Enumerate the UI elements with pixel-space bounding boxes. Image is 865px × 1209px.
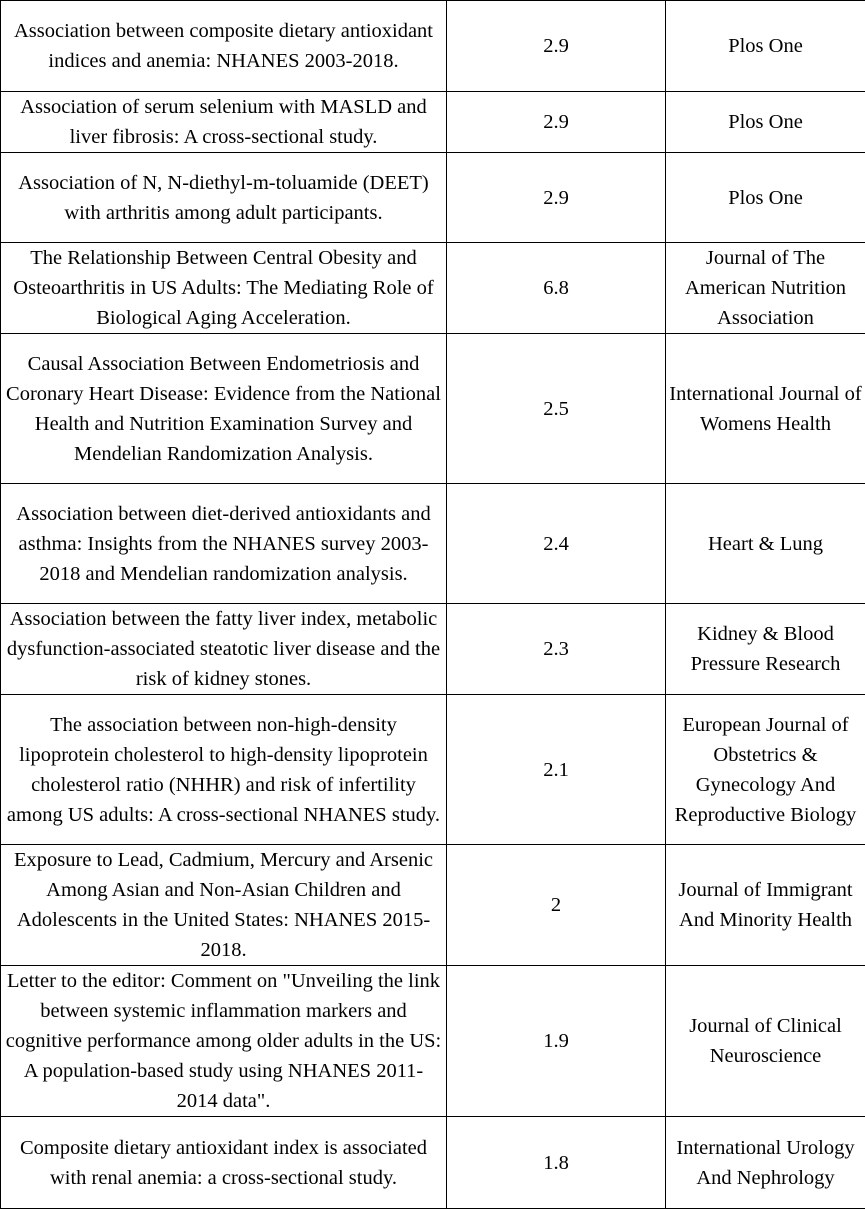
impact-factor-cell: 2.9	[447, 1, 666, 92]
journal-cell: Plos One	[666, 92, 865, 153]
article-title-cell: The association between non-high-density lipoprotein cholesterol to high-density lipoprotein cholesterol ratio (NHHR) and risk of infertility among US adults: A cross-sectional NHANES study.	[1, 695, 447, 845]
table-row	[1, 695, 865, 845]
article-title-cell: Causal Association Between Endometriosis and Coronary Heart Disease: Evidence from the National Health and Nutrition Examination Survey and Mendelian Randomization Analysis.	[1, 334, 447, 484]
journal-cell: European Journal of Obstetrics & Gynecology And Reproductive Biology	[666, 695, 865, 845]
table-row	[1, 1, 865, 92]
article-title-cell: Composite dietary antioxidant index is associated with renal anemia: a cross-sectional study.	[1, 1117, 447, 1209]
article-title-cell: Letter to the editor: Comment on "Unveiling the link between systemic inflammation markers and cognitive performance among older adults in the US: A population-based study using NHANES 2011-2014 data".	[1, 966, 447, 1117]
impact-factor-cell: 2.5	[447, 334, 666, 484]
impact-factor-cell: 2.3	[447, 604, 666, 695]
journal-cell: Plos One	[666, 1, 865, 92]
journal-cell: Journal of Immigrant And Minority Health	[666, 845, 865, 966]
article-title-cell: Association between diet-derived antioxidants and asthma: Insights from the NHANES survey 2003-2018 and Mendelian randomization analysis.	[1, 484, 447, 604]
journal-cell: International Journal of Womens Health	[666, 334, 865, 484]
impact-factor-cell: 2.9	[447, 153, 666, 243]
journal-cell: International Urology And Nephrology	[666, 1117, 865, 1209]
table-row	[1, 334, 865, 484]
journal-cell: Journal of Clinical Neuroscience	[666, 966, 865, 1117]
table-row	[1, 153, 865, 243]
impact-factor-cell: 2.4	[447, 484, 666, 604]
impact-factor-cell: 2.9	[447, 92, 666, 153]
journal-cell: Plos One	[666, 153, 865, 243]
article-title-cell: Association of N, N-diethyl-m-toluamide (DEET) with arthritis among adult participants.	[1, 153, 447, 243]
impact-factor-cell: 2	[447, 845, 666, 966]
journal-cell: Journal of The American Nutrition Association	[666, 243, 865, 334]
impact-factor-cell: 2.1	[447, 695, 666, 845]
impact-factor-cell: 6.8	[447, 243, 666, 334]
impact-factor-cell: 1.9	[447, 966, 666, 1117]
article-title-cell: Association between the fatty liver index, metabolic dysfunction-associated steatotic liver disease and the risk of kidney stones.	[1, 604, 447, 695]
table-row	[1, 966, 865, 1117]
table-row	[1, 845, 865, 966]
journal-cell: Heart & Lung	[666, 484, 865, 604]
table-row	[1, 243, 865, 334]
article-title-cell: Exposure to Lead, Cadmium, Mercury and Arsenic Among Asian and Non-Asian Children and Adolescents in the United States: NHANES 2015-2018.	[1, 845, 447, 966]
table-row	[1, 92, 865, 153]
journal-cell: Kidney & Blood Pressure Research	[666, 604, 865, 695]
article-title-cell: Association of serum selenium with MASLD and liver fibrosis: A cross-sectional study.	[1, 92, 447, 153]
table-row	[1, 604, 865, 695]
table-row	[1, 484, 865, 604]
impact-factor-cell: 1.8	[447, 1117, 666, 1209]
table-row	[1, 1117, 865, 1209]
article-title-cell: Association between composite dietary antioxidant indices and anemia: NHANES 2003-2018.	[1, 1, 447, 92]
article-title-cell: The Relationship Between Central Obesity and Osteoarthritis in US Adults: The Mediating Role of Biological Aging Acceleration.	[1, 243, 447, 334]
